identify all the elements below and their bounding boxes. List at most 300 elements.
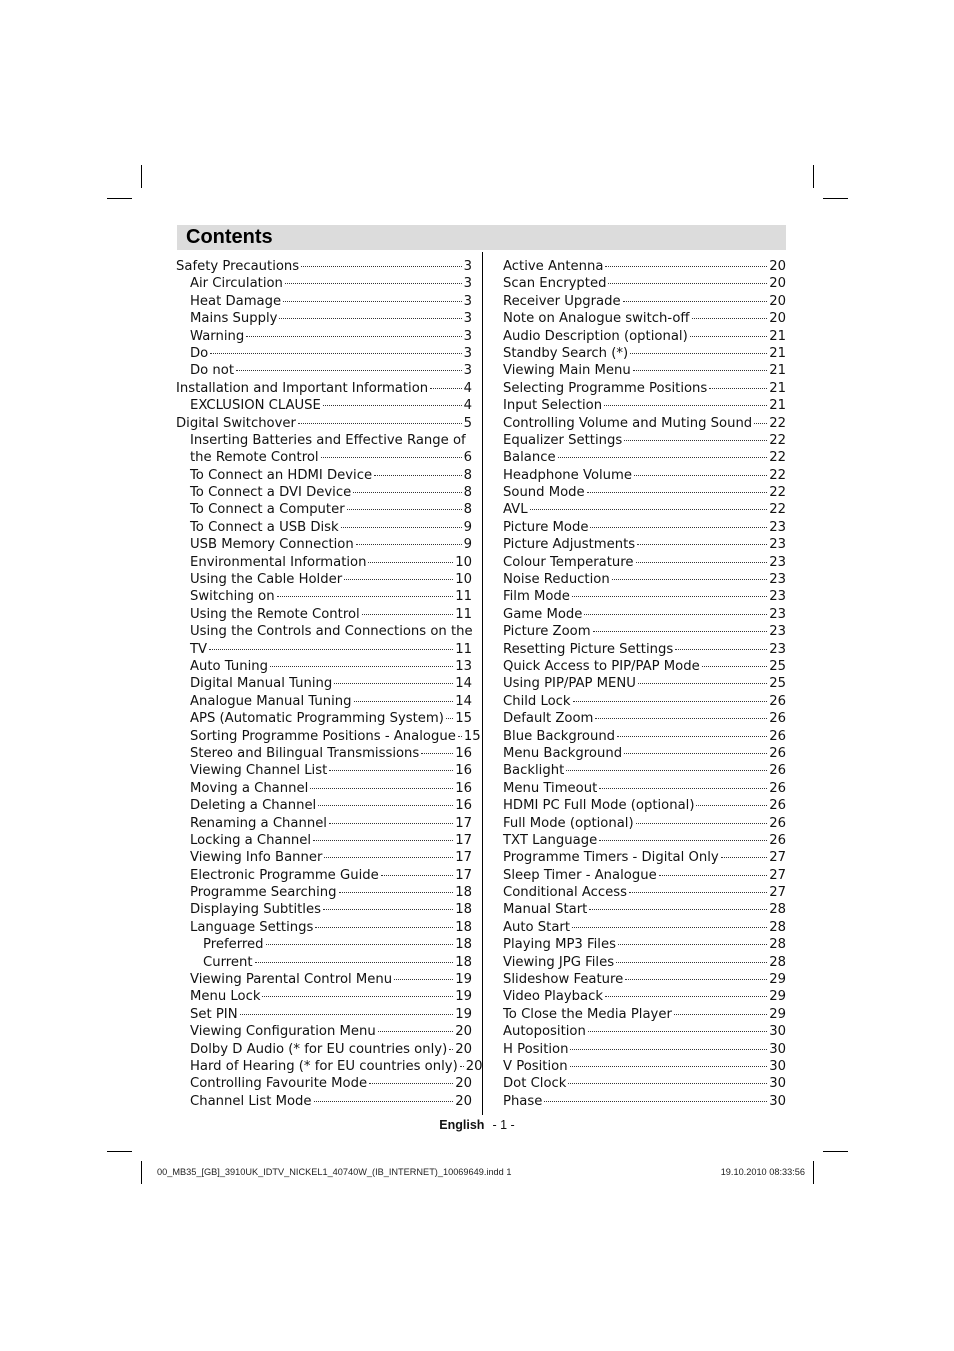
toc-entry[interactable]: [503, 728, 786, 745]
dot-leader: [315, 927, 453, 928]
dot-leader: [624, 440, 767, 441]
toc-entry-title: Moving a Channel: [190, 780, 309, 796]
toc-entry-page: 19: [455, 972, 472, 988]
toc-entry-title: Video Playback: [503, 989, 603, 1005]
toc-entry-page: 22: [769, 502, 786, 518]
dot-leader: [595, 718, 767, 719]
toc-entry[interactable]: [176, 258, 472, 275]
toc-entry[interactable]: [176, 1006, 472, 1023]
toc-entry[interactable]: [503, 1058, 786, 1075]
dot-leader: [530, 509, 768, 510]
dot-leader: [599, 788, 767, 789]
toc-entry-title: Full Mode (optional): [503, 815, 634, 831]
toc-entry[interactable]: [503, 710, 786, 727]
toc-entry-page: 9: [463, 519, 472, 535]
toc-left-column: [176, 258, 483, 1110]
toc-entry-page: 11: [455, 641, 472, 657]
toc-entry-page: 3: [463, 363, 472, 379]
dot-leader: [599, 840, 767, 841]
dot-leader: [209, 649, 453, 650]
toc-entry-title: Equalizer Settings: [503, 432, 623, 448]
toc-entry-page: 20: [769, 293, 786, 309]
toc-entry-title: Using the Remote Control: [190, 606, 360, 622]
dot-leader: [334, 683, 453, 684]
dot-leader: [430, 388, 461, 389]
toc-entry[interactable]: [176, 780, 472, 797]
toc-entry-title: Using the Cable Holder: [190, 572, 343, 588]
toc-entry[interactable]: [503, 519, 786, 536]
toc-entry-title: Picture Mode: [503, 519, 589, 535]
toc-entry-title: Programme Timers - Digital Only: [503, 850, 719, 866]
toc-entry[interactable]: [176, 588, 472, 605]
toc-entry-title: Game Mode: [503, 606, 583, 622]
dot-leader: [266, 944, 454, 945]
toc-entry[interactable]: [503, 936, 786, 953]
toc-entry-title: Menu Background: [503, 745, 623, 761]
toc-entry-page: 10: [455, 572, 472, 588]
toc-entry[interactable]: [503, 415, 786, 432]
toc-entry-title: TV: [190, 641, 208, 657]
toc-entry[interactable]: [503, 258, 786, 275]
dot-leader: [246, 336, 461, 337]
toc-entry[interactable]: [503, 1093, 786, 1110]
toc-entry-page: 22: [769, 467, 786, 483]
toc-entry-title: Picture Adjustments: [503, 537, 636, 553]
toc-entry-page: 16: [455, 798, 472, 814]
toc-entry[interactable]: [503, 362, 786, 379]
toc-entry[interactable]: [503, 658, 786, 675]
footer-language: English: [439, 1118, 485, 1132]
toc-entry-page: 16: [455, 763, 472, 779]
dot-leader: [570, 1066, 768, 1067]
toc-entry[interactable]: [503, 293, 786, 310]
dot-leader: [629, 892, 767, 893]
toc-entry[interactable]: [503, 397, 786, 414]
dot-leader: [696, 805, 767, 806]
crop-mark: [813, 165, 814, 188]
toc-entry[interactable]: [503, 606, 786, 623]
toc-entry-page: 20: [455, 1076, 472, 1092]
toc-entry-page: 3: [463, 259, 472, 274]
toc-entry[interactable]: [176, 762, 472, 779]
crop-mark: [107, 1151, 132, 1152]
toc-entry-title: Sound Mode: [503, 485, 585, 501]
toc-entry-title: Active Antenna: [503, 259, 604, 274]
toc-entry[interactable]: [503, 345, 786, 362]
toc-entry-title: Resetting Picture Settings: [503, 641, 674, 657]
dot-leader: [568, 1083, 767, 1084]
toc-entry-title: Hard of Hearing (* for EU countries only): [190, 1058, 458, 1074]
toc-entry[interactable]: [503, 467, 786, 484]
toc-entry[interactable]: [176, 1075, 472, 1092]
toc-entry-title: Preferred: [203, 937, 264, 953]
toc-entry[interactable]: [176, 954, 472, 971]
toc-entry-page: 15: [455, 711, 472, 727]
dot-leader: [449, 1049, 453, 1050]
toc-entry[interactable]: [176, 623, 472, 640]
toc-entry-title: Quick Access to PIP/PAP Mode: [503, 658, 700, 674]
toc-entry[interactable]: [176, 345, 472, 362]
toc-entry-title: the Remote Control: [190, 450, 319, 466]
toc-entry-page: 27: [769, 850, 786, 866]
dot-leader: [378, 1031, 454, 1032]
toc-entry[interactable]: [176, 971, 472, 988]
dot-leader: [324, 857, 453, 858]
column-divider: [482, 252, 483, 1115]
toc-entry[interactable]: [503, 588, 786, 605]
toc-entry-page: 3: [463, 311, 472, 327]
toc-entry[interactable]: [503, 641, 786, 658]
toc-entry-title: Sleep Timer - Analogue: [503, 867, 657, 883]
toc-entry-title: Viewing Configuration Menu: [190, 1024, 376, 1040]
dot-leader: [314, 1101, 454, 1102]
dot-leader: [313, 840, 453, 841]
dot-leader: [344, 579, 453, 580]
toc-entry[interactable]: [176, 658, 472, 675]
toc-entry-title: Auto Tuning: [190, 658, 268, 674]
toc-entry-page: 23: [769, 624, 786, 640]
toc-entry[interactable]: [503, 745, 786, 762]
toc-entry-title: Selecting Programme Positions: [503, 380, 708, 396]
crop-mark: [107, 198, 132, 199]
dot-leader: [339, 892, 454, 893]
dot-leader: [310, 788, 453, 789]
toc-entry[interactable]: [176, 293, 472, 310]
toc-entry[interactable]: [176, 1093, 472, 1110]
toc-entry[interactable]: [503, 501, 786, 518]
toc-entry[interactable]: [176, 797, 472, 814]
dot-leader: [255, 962, 454, 963]
toc-entry[interactable]: [503, 536, 786, 553]
page-number: - 1 -: [492, 1118, 515, 1132]
toc-entry[interactable]: [176, 867, 472, 884]
toc-entry-title: Scan Encrypted: [503, 276, 607, 292]
dot-leader: [593, 631, 768, 632]
toc-entry[interactable]: [176, 745, 472, 762]
toc-entry[interactable]: [503, 849, 786, 866]
toc-entry[interactable]: [503, 1041, 786, 1058]
toc-entry[interactable]: [503, 954, 786, 971]
toc-entry[interactable]: [503, 275, 786, 292]
toc-entry-page: 20: [769, 259, 786, 274]
toc-entry-page: 26: [769, 763, 786, 779]
toc-entry-title: Receiver Upgrade: [503, 293, 621, 309]
dot-leader: [356, 544, 462, 545]
dot-leader: [362, 614, 454, 615]
toc-entry-title: V Position: [503, 1058, 568, 1074]
dot-leader: [625, 979, 767, 980]
crop-mark: [823, 1151, 848, 1152]
toc-entry[interactable]: [176, 310, 472, 327]
toc-entry[interactable]: [503, 1006, 786, 1023]
toc-entry-title: To Connect an HDMI Device: [190, 467, 373, 483]
toc-entry[interactable]: [176, 919, 472, 936]
dot-leader: [590, 527, 767, 528]
toc-entry-page: 17: [455, 832, 472, 848]
toc-entry-title: Installation and Important Information: [176, 380, 429, 396]
toc-entry-page: 8: [463, 467, 472, 483]
toc-entry-title: Auto Start: [503, 919, 571, 935]
toc-entry[interactable]: [176, 536, 472, 553]
toc-entry-page: 30: [769, 1024, 786, 1040]
toc-entry-page: 25: [769, 658, 786, 674]
toc-entry-page: 4: [463, 398, 472, 414]
dot-leader: [262, 996, 453, 997]
toc-entry[interactable]: [176, 467, 472, 484]
toc-entry-page: 6: [463, 450, 472, 466]
toc-entry-title: Controlling Volume and Muting Sound: [503, 415, 753, 431]
toc-entry-page: 14: [455, 676, 472, 692]
dot-leader: [270, 666, 453, 667]
dot-leader: [633, 370, 767, 371]
toc-entry-page: 27: [769, 885, 786, 901]
toc-entry-page: 22: [769, 415, 786, 431]
toc-entry[interactable]: [503, 571, 786, 588]
dot-leader: [572, 596, 767, 597]
dot-leader: [588, 1031, 767, 1032]
dot-leader: [690, 336, 768, 337]
toc-entry-title: To Close the Media Player: [503, 1006, 672, 1022]
toc-entry[interactable]: [176, 901, 472, 918]
toc-entry[interactable]: [503, 380, 786, 397]
toc-entry-title: Default Zoom: [503, 711, 594, 727]
toc-entry-title: Standby Search (*): [503, 345, 629, 361]
toc-entry-page: 15: [463, 728, 481, 744]
toc-entry[interactable]: [503, 780, 786, 797]
toc-entry[interactable]: [176, 432, 472, 449]
toc-entry-title: Viewing Channel List: [190, 763, 328, 779]
toc-entry[interactable]: [503, 988, 786, 1005]
contents-header: [177, 225, 786, 250]
toc-entry[interactable]: [176, 397, 472, 414]
toc-entry-title: Channel List Mode: [190, 1093, 312, 1109]
toc-entry-page: 28: [769, 919, 786, 935]
toc-entry[interactable]: [176, 675, 472, 692]
toc-entry-page: 20: [465, 1058, 483, 1074]
toc-entry[interactable]: [176, 362, 472, 379]
toc-entry-page: 5: [463, 415, 472, 431]
dot-leader: [572, 927, 767, 928]
toc-entry-title: Using the Controls and Connections on the: [190, 624, 473, 640]
toc-entry-page: 23: [769, 537, 786, 553]
toc-entry[interactable]: [176, 710, 472, 727]
toc-entry-title: Balance: [503, 450, 556, 466]
dot-leader: [347, 509, 462, 510]
crop-mark: [823, 198, 848, 199]
dot-leader: [277, 596, 454, 597]
dot-leader: [634, 475, 767, 476]
toc-entry-page: 21: [769, 328, 786, 344]
toc-entry[interactable]: [176, 884, 472, 901]
dot-leader: [617, 736, 767, 737]
toc-entry-title: Do not: [190, 363, 235, 379]
toc-entry-page: 26: [769, 711, 786, 727]
toc-entry[interactable]: [176, 571, 472, 588]
toc-entry-page: 18: [455, 902, 472, 918]
toc-entry[interactable]: [176, 815, 472, 832]
toc-entry-page: 22: [769, 485, 786, 501]
toc-entry[interactable]: [503, 919, 786, 936]
toc-entry-title: Headphone Volume: [503, 467, 632, 483]
toc-entry-page: 20: [455, 1093, 472, 1109]
dot-leader: [341, 527, 462, 528]
toc-entry-title: USB Memory Connection: [190, 537, 354, 553]
dot-leader: [637, 544, 767, 545]
toc-entry[interactable]: [503, 310, 786, 327]
toc-entry-title: Switching on: [190, 589, 275, 605]
dot-leader: [605, 996, 767, 997]
toc-entry-page: 11: [455, 606, 472, 622]
toc-entry-page: 8: [463, 485, 472, 501]
dot-leader: [354, 701, 454, 702]
toc-entry-title: Conditional Access: [503, 885, 628, 901]
toc-entry[interactable]: [503, 693, 786, 710]
dot-leader: [544, 1101, 767, 1102]
print-slug-file: 00_MB35_[GB]_3910UK_IDTV_NICKEL1_40740W_(IB_INTERNET)_10069649.indd 1: [157, 1167, 512, 1177]
toc-entry[interactable]: [176, 1058, 483, 1075]
dot-leader: [659, 875, 768, 876]
dot-leader: [618, 944, 767, 945]
toc-entry[interactable]: [176, 415, 472, 432]
toc-entry-page: 17: [455, 850, 472, 866]
toc-entry[interactable]: [503, 484, 786, 501]
toc-entry[interactable]: [503, 867, 786, 884]
toc-entry-page: 28: [769, 902, 786, 918]
dot-leader: [460, 1066, 464, 1067]
toc-entry[interactable]: [503, 884, 786, 901]
toc-entry-title: Audio Description (optional): [503, 328, 688, 344]
toc-entry-title: Language Settings: [190, 919, 314, 935]
toc-entry[interactable]: [503, 1023, 786, 1040]
toc-entry-page: 4: [463, 380, 472, 396]
toc-entry-page: 18: [455, 885, 472, 901]
toc-entry-title: Air Circulation: [190, 276, 283, 292]
toc-entry-page: 21: [769, 345, 786, 361]
toc-entry-page: 17: [455, 867, 472, 883]
dot-leader: [587, 492, 768, 493]
toc-entry-page: 30: [769, 1041, 786, 1057]
toc-entry[interactable]: [503, 328, 786, 345]
toc-entry-title: To Connect a DVI Device: [190, 485, 352, 501]
toc-entry[interactable]: [176, 832, 472, 849]
toc-entry[interactable]: [176, 484, 472, 501]
toc-entry[interactable]: [176, 328, 472, 345]
toc-entry[interactable]: [176, 693, 472, 710]
toc-entry-title: APS (Automatic Programming System): [190, 711, 444, 727]
toc-entry[interactable]: [503, 1075, 786, 1092]
toc-entry-page: 28: [769, 937, 786, 953]
toc-entry-page: 20: [455, 1024, 472, 1040]
toc-entry-page: 29: [769, 1006, 786, 1022]
toc-entry-page: 30: [769, 1058, 786, 1074]
toc-right-column: [503, 258, 786, 1110]
toc-entry[interactable]: [176, 1023, 472, 1040]
toc-entry-title: Heat Damage: [190, 293, 282, 309]
toc-entry-page: 3: [463, 293, 472, 309]
toc-entry-title: Digital Switchover: [176, 415, 296, 431]
toc-entry-page: 27: [769, 867, 786, 883]
toc-entry[interactable]: [176, 275, 472, 292]
toc-entry-page: 16: [455, 745, 472, 761]
dot-leader: [285, 283, 462, 284]
dot-leader: [589, 909, 767, 910]
dot-leader: [630, 353, 767, 354]
toc-entry-title: Viewing JPG Files: [503, 954, 615, 970]
toc-entry[interactable]: [176, 641, 472, 658]
toc-entry-page: 23: [769, 641, 786, 657]
toc-entry[interactable]: [503, 901, 786, 918]
toc-entry-title: Viewing Parental Control Menu: [190, 972, 393, 988]
toc-entry-page: 9: [463, 537, 472, 553]
crop-mark: [813, 1161, 814, 1184]
dot-leader: [754, 423, 767, 424]
toc-entry[interactable]: [503, 554, 786, 571]
dot-leader: [381, 875, 454, 876]
toc-entry-page: 20: [769, 311, 786, 327]
toc-entry-page: 21: [769, 398, 786, 414]
toc-entry[interactable]: [503, 832, 786, 849]
dot-leader: [283, 301, 461, 302]
dot-leader: [604, 405, 767, 406]
dot-leader: [566, 770, 767, 771]
toc-entry-title: Programme Searching: [190, 885, 337, 901]
toc-entry-page: 16: [455, 780, 472, 796]
toc-entry[interactable]: [176, 501, 472, 518]
toc-entry[interactable]: [176, 728, 481, 745]
toc-entry-title: Dot Clock: [503, 1076, 567, 1092]
toc-entry[interactable]: [176, 606, 472, 623]
toc-entry[interactable]: [176, 554, 472, 571]
toc-entry-page: 14: [455, 693, 472, 709]
dot-leader: [446, 718, 453, 719]
toc-entry[interactable]: [503, 675, 786, 692]
dot-leader: [675, 649, 767, 650]
dot-leader: [608, 283, 767, 284]
dot-leader: [374, 475, 462, 476]
toc-entry-page: 22: [769, 450, 786, 466]
toc-entry[interactable]: [503, 971, 786, 988]
toc-entry[interactable]: [176, 449, 472, 466]
toc-entry[interactable]: [503, 762, 786, 779]
toc-entry[interactable]: [503, 623, 786, 640]
print-slug-datetime: 19.10.2010 08:33:56: [720, 1167, 805, 1177]
toc-entry[interactable]: [176, 936, 472, 953]
toc-entry-title: Electronic Programme Guide: [190, 867, 379, 883]
toc-entry-page: 17: [455, 815, 472, 831]
toc-entry-page: 25: [769, 676, 786, 692]
toc-entry[interactable]: [176, 380, 472, 397]
dot-leader: [570, 1049, 767, 1050]
toc-entry[interactable]: [503, 432, 786, 449]
toc-entry[interactable]: [176, 988, 472, 1005]
dot-leader: [323, 405, 462, 406]
dot-leader: [624, 753, 767, 754]
toc-entry-title: TXT Language: [503, 832, 598, 848]
crop-mark: [141, 165, 142, 188]
dot-leader: [573, 701, 768, 702]
toc-entry-title: AVL: [503, 502, 528, 518]
toc-entry[interactable]: [176, 849, 472, 866]
toc-entry-title: Viewing Info Banner: [190, 850, 323, 866]
toc-entry[interactable]: [503, 449, 786, 466]
toc-entry[interactable]: [503, 815, 786, 832]
toc-entry[interactable]: [176, 1041, 472, 1058]
toc-entry-title: Menu Lock: [190, 989, 261, 1005]
toc-entry-title: Noise Reduction: [503, 572, 610, 588]
toc-entry[interactable]: [176, 519, 472, 536]
dot-leader: [421, 753, 453, 754]
toc-entry[interactable]: [503, 797, 786, 814]
